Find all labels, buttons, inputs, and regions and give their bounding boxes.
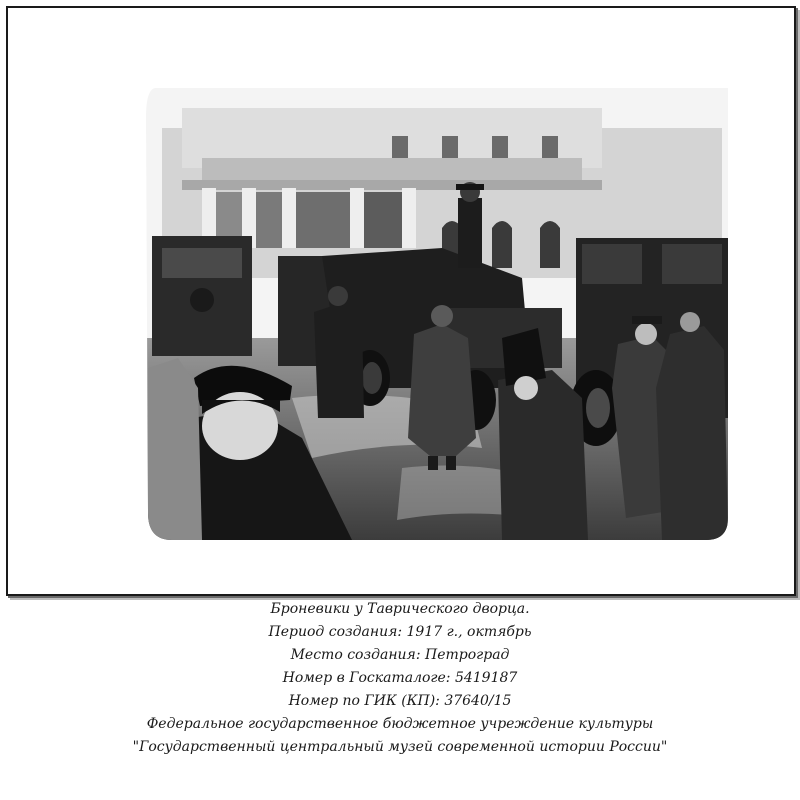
caption-goskatalog-number: Номер в Госкаталоге: 5419187 <box>282 670 518 686</box>
caption-institution-line1: Федеральное государственное бюджетное учреждение культуры <box>146 716 654 732</box>
archival-photo <box>142 88 728 540</box>
caption-title: Броневики у Таврического дворца. <box>270 601 530 617</box>
caption-institution-line2: "Государственный центральный музей современной истории России" <box>132 739 668 755</box>
caption-period: Период создания: 1917 г., октябрь <box>268 624 532 640</box>
armored-car-left <box>152 236 252 356</box>
caption-gik-number: Номер по ГИК (КП): 37640/15 <box>288 693 512 709</box>
photo-caption <box>0 598 800 759</box>
caption-place: Место создания: Петроград <box>290 647 510 663</box>
